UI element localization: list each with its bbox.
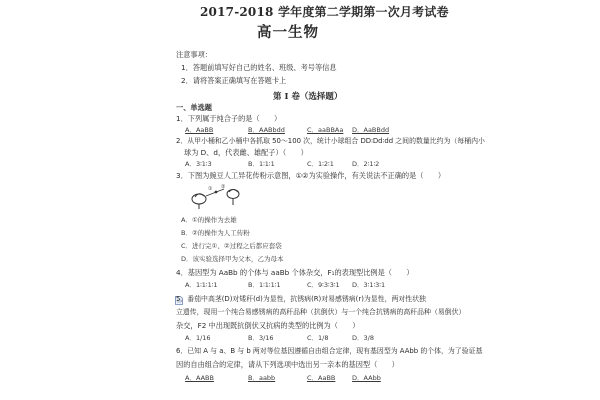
question-stem: 3．下图为豌豆人工异花传粉示意图，①②为实验操作，有关说法不正确的是（ ） (176, 171, 446, 180)
choice-b: B．②的操作为人工传粉 (181, 229, 250, 237)
option-d: D．AaBBdd (352, 126, 390, 134)
choice-d: D．该实验选择甲为父本，乙为母本 (181, 255, 284, 263)
option-b: B．1∶1∶1∶1 (248, 281, 281, 289)
notice-heading: 注意事项： (176, 50, 212, 59)
question-stem-line: 2．从甲小桶和乙小桶中各抓取 50～100 次，统计小球组合 DD∶Dd∶dd 之间的数量比约为（每桶内小 (176, 137, 485, 145)
question-stem: 1．下列属于纯合子的是（ ） (176, 114, 282, 123)
option-c: C．9∶3∶3∶1 (307, 281, 340, 289)
option-a: A．1∶1∶1∶1 (185, 281, 218, 289)
choice-a: A．①的操作为去雄 (181, 216, 237, 224)
notice-item: 1．答题前填写好自己的姓名、班级、考号等信息 (181, 63, 337, 72)
option-d: D．AAbb (352, 374, 381, 382)
svg-text:①: ① (208, 186, 213, 192)
option-c: C．1/8 (307, 334, 329, 342)
subject-title: 高一生物 (257, 24, 319, 41)
option-d: D．2∶1∶2 (352, 160, 380, 168)
option-d: D．3∶1∶3∶1 (352, 281, 386, 289)
option-a: A．3∶1∶3 (185, 160, 212, 168)
notice-item: 2．请将答案正确填写在答题卡上 (181, 76, 287, 85)
exam-title: 2017-2018 学年度第二学期第一次月考试卷 (200, 5, 449, 19)
section-heading: 一、单选题 (176, 103, 212, 112)
option-c: C．aaBBAa (307, 126, 344, 134)
option-c: C．1∶2∶1 (307, 160, 334, 168)
option-b: B．aabb (248, 374, 276, 382)
question-stem-line: 立遗传，现用一个纯合易感锈病的高秆品种（抗倒伏）与一个纯合抗锈病的高秆品种（易倒伏） (176, 308, 466, 316)
question-stem-line: 球为 D、d，代表雌、雄配子）（ ） (184, 148, 308, 157)
question-stem-line: 杂交，F2 中出现既抗倒伏又抗病的类型的比例为（ ） (176, 321, 360, 330)
svg-text:②: ② (221, 184, 226, 190)
part-heading: 第 I 卷（选择题） (273, 92, 343, 102)
pea-flower-pollination-figure (190, 183, 244, 209)
option-d: D．3/8 (352, 334, 374, 342)
option-c: C．AaBB (307, 374, 336, 382)
question-stem-line: 6．已知 A 与 a、B 与 b 两对等位基因遵循自由组合定律，现有基因型为 AAbb 的个体，为了验证基 (176, 347, 483, 355)
question-stem: 4．基因型为 AaBb 的个体与 aaBb 个体杂交，F₁的表现型比例是（ ） (176, 268, 414, 277)
option-b: B．AABbdd (248, 126, 285, 134)
option-a: A．AABB (185, 374, 214, 382)
option-b: B．1∶1∶1 (248, 160, 275, 168)
option-a: A．AaBB (185, 126, 214, 134)
option-a: A．1/16 (185, 334, 211, 342)
question-stem-line: 5．番茄中高茎(D)对矮秆(d)为显性，抗锈病(R)对易感锈病(r)为显性，两对性状独 (176, 295, 426, 303)
choice-c: C．进行完①、②过程之后都应套袋 (181, 242, 282, 250)
question-stem-line: 因的自由组合的定律，请从下列选项中选出另一亲本的基因型（ ） (176, 360, 399, 369)
option-b: B．3/16 (248, 334, 274, 342)
